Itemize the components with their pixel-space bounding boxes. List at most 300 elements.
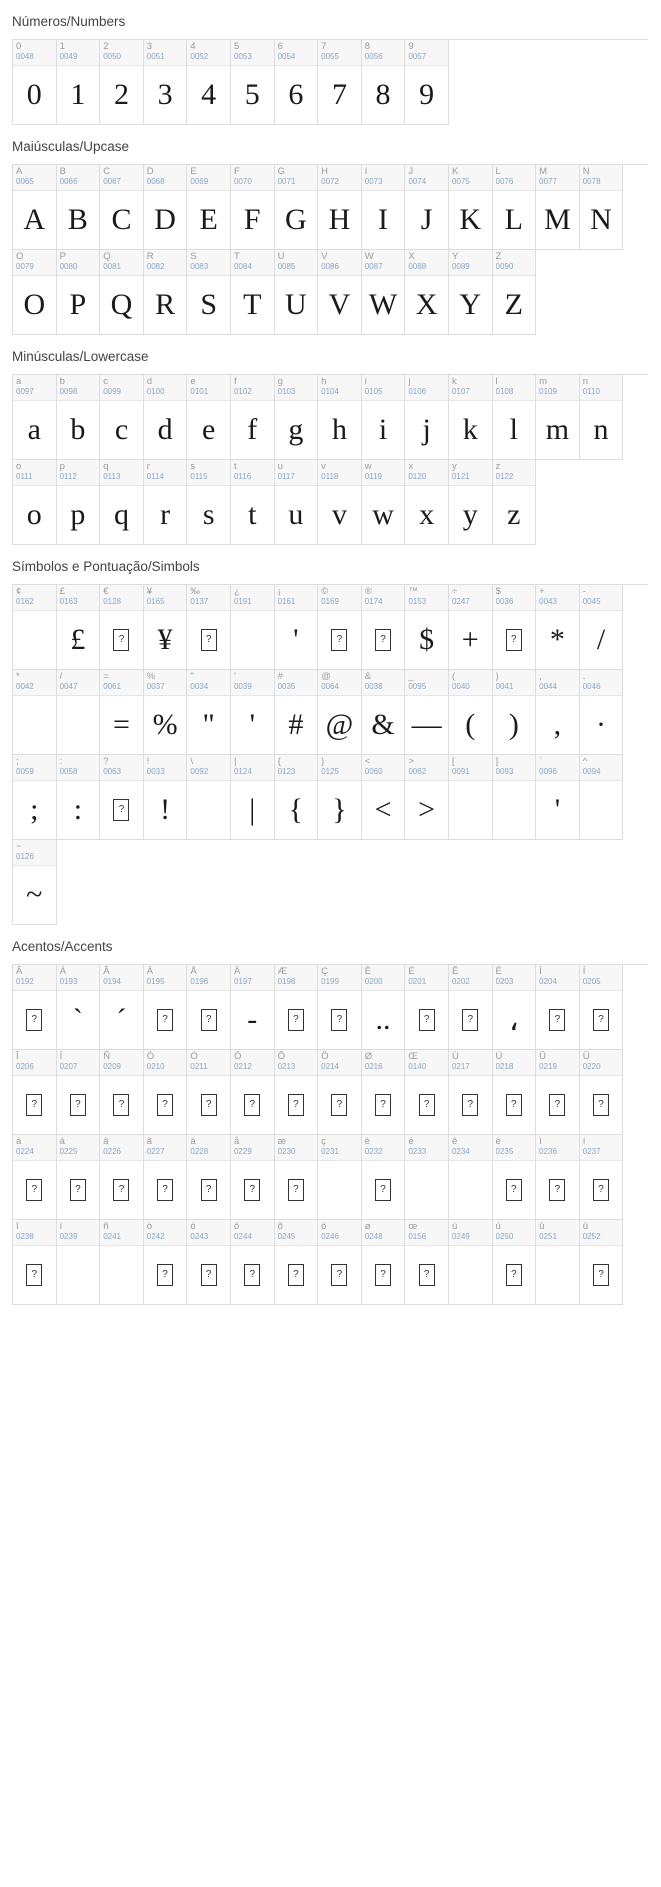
glyph-char-label: £ — [59, 586, 65, 597]
glyph-cell[interactable] — [275, 375, 319, 460]
glyph-code-label: 0238 — [16, 1232, 34, 1241]
glyph-cell[interactable] — [362, 460, 406, 545]
glyph-cell[interactable] — [405, 375, 449, 460]
glyph-cell[interactable] — [100, 375, 144, 460]
glyph-cell[interactable] — [100, 460, 144, 545]
glyph-cell[interactable] — [57, 40, 101, 125]
glyph-cell[interactable] — [493, 250, 537, 335]
glyph-code-label: 0192 — [16, 977, 34, 986]
glyph-cell[interactable] — [536, 755, 580, 840]
glyph-cell-header — [405, 460, 448, 486]
glyph-cell[interactable] — [493, 585, 537, 670]
glyph-cell-header — [493, 585, 536, 611]
glyph-cell[interactable] — [231, 670, 275, 755]
glyph-section — [0, 545, 661, 925]
glyph-cell[interactable] — [231, 1135, 275, 1220]
glyph-preview: ( — [465, 708, 476, 741]
glyph-cell-header — [275, 585, 318, 611]
glyph-cell[interactable] — [362, 165, 406, 250]
glyph-cell[interactable] — [100, 1135, 144, 1220]
notdef-box-icon: ? — [375, 1264, 391, 1286]
glyph-cell[interactable] — [144, 460, 188, 545]
glyph-cell[interactable] — [405, 1050, 449, 1135]
glyph-code-label: 0200 — [364, 977, 383, 986]
glyph-code-label: 0104 — [321, 387, 339, 396]
glyph-char-label: Ó — [190, 1051, 198, 1062]
notdef-box-icon: ? — [419, 1264, 435, 1286]
glyph-cell[interactable] — [57, 165, 101, 250]
glyph-cell[interactable] — [231, 40, 275, 125]
glyph-cell[interactable] — [318, 40, 362, 125]
glyph-char-label: G — [277, 166, 285, 177]
glyph-cell[interactable] — [231, 965, 275, 1050]
glyph-cell[interactable] — [580, 1050, 624, 1135]
glyph-cell[interactable] — [13, 755, 57, 840]
notdef-box-icon: ? — [157, 1009, 173, 1031]
glyph-cell[interactable] — [536, 1220, 580, 1305]
glyph-cell[interactable] — [362, 755, 406, 840]
glyph-char-label: _ — [408, 671, 414, 682]
glyph-code-label: 0064 — [321, 682, 339, 691]
glyph-cell[interactable] — [57, 670, 101, 755]
glyph-code-label: 0034 — [190, 682, 209, 691]
notdef-box-icon: ? — [244, 1264, 260, 1286]
glyph-cell[interactable] — [187, 375, 231, 460]
notdef-box-icon: ? — [113, 799, 129, 821]
glyph-cell[interactable] — [13, 670, 57, 755]
glyph-preview: : — [73, 793, 83, 826]
glyph-cell[interactable] — [405, 965, 449, 1050]
glyph-cell-header — [100, 165, 143, 191]
glyph-cell[interactable] — [144, 965, 188, 1050]
glyph-code-label: 0235 — [495, 1147, 514, 1156]
glyph-char-label: Ô — [233, 1051, 242, 1062]
notdef-box-icon: ? — [506, 1264, 522, 1286]
glyph-cell[interactable] — [449, 585, 493, 670]
glyph-cell[interactable] — [318, 670, 362, 755]
glyph-preview: I — [378, 203, 389, 236]
glyph-cell[interactable] — [318, 755, 362, 840]
glyph-cell[interactable] — [100, 250, 144, 335]
glyph-cell[interactable] — [100, 1220, 144, 1305]
glyph-code-label: 0042 — [16, 682, 34, 691]
glyph-cell[interactable] — [144, 165, 188, 250]
glyph-cell[interactable] — [405, 250, 449, 335]
glyph-code-label: 0115 — [190, 472, 208, 481]
glyph-code-label: 0206 — [16, 1062, 34, 1071]
glyph-preview: = — [113, 708, 130, 741]
glyph-code-label: 0084 — [233, 262, 252, 271]
glyph-preview — [449, 781, 492, 839]
glyph-cell[interactable] — [275, 965, 319, 1050]
glyph-cell[interactable] — [13, 165, 57, 250]
glyph-cell-header — [144, 375, 187, 401]
glyph-code-label: 0082 — [146, 262, 165, 271]
glyph-preview — [362, 1076, 405, 1134]
glyph-preview — [536, 991, 579, 1049]
notdef-box-icon: ? — [113, 1094, 129, 1116]
glyph-cell[interactable] — [318, 965, 362, 1050]
glyph-cell[interactable] — [13, 840, 57, 925]
glyph-cell[interactable] — [318, 165, 362, 250]
glyph-cell[interactable] — [144, 585, 188, 670]
glyph-cell[interactable] — [275, 1050, 319, 1135]
glyph-cell-header — [100, 670, 143, 696]
glyph-preview — [318, 611, 361, 669]
glyph-char-label: D — [146, 166, 154, 177]
glyph-cell[interactable] — [405, 165, 449, 250]
glyph-cell[interactable] — [318, 460, 362, 545]
glyph-section — [0, 925, 661, 1305]
glyph-cell[interactable] — [57, 1135, 101, 1220]
glyph-cell[interactable] — [57, 755, 101, 840]
glyph-char-label: 8 — [364, 41, 371, 52]
glyph-code-label: 0106 — [408, 387, 427, 396]
glyph-cell-header — [100, 250, 143, 276]
glyph-preview: - — [247, 1003, 258, 1036]
glyph-cell[interactable] — [318, 585, 362, 670]
glyph-cell[interactable] — [13, 965, 57, 1050]
glyph-char-label: n — [582, 376, 589, 387]
glyph-cell-header — [449, 1050, 492, 1076]
glyph-cell[interactable] — [580, 1135, 624, 1220]
glyph-cell[interactable] — [13, 1220, 57, 1305]
glyph-cell[interactable] — [362, 250, 406, 335]
glyph-char-label: ¡ — [277, 586, 281, 597]
glyph-code-label: 0050 — [103, 52, 121, 61]
glyph-cell[interactable] — [57, 460, 101, 545]
glyph-char-label: É — [408, 966, 415, 977]
glyph-cell[interactable] — [231, 585, 275, 670]
glyph-cell[interactable] — [144, 755, 188, 840]
glyph-cell[interactable] — [493, 375, 537, 460]
glyph-cell[interactable] — [144, 670, 188, 755]
glyph-cell[interactable] — [100, 165, 144, 250]
glyph-cell-header — [536, 755, 579, 781]
glyph-code-label: 0118 — [321, 472, 339, 481]
glyph-cell[interactable] — [493, 1050, 537, 1135]
glyph-cell[interactable] — [100, 40, 144, 125]
glyph-code-label: 0111 — [16, 472, 33, 481]
glyph-cell[interactable] — [187, 460, 231, 545]
glyph-cell[interactable] — [536, 670, 580, 755]
glyph-char-label: ø — [364, 1221, 371, 1232]
glyph-cell[interactable] — [493, 1220, 537, 1305]
glyph-cell[interactable] — [536, 375, 580, 460]
glyph-cell[interactable] — [13, 1135, 57, 1220]
glyph-preview: , — [553, 708, 562, 741]
glyph-cell[interactable] — [449, 375, 493, 460]
glyph-cell[interactable] — [231, 460, 275, 545]
glyph-cell[interactable] — [187, 1135, 231, 1220]
glyph-cell[interactable] — [362, 40, 406, 125]
glyph-cell-header — [57, 165, 100, 191]
glyph-cell[interactable] — [13, 40, 57, 125]
glyph-cell[interactable] — [275, 755, 319, 840]
glyph-cell[interactable] — [493, 755, 537, 840]
glyph-code-label: 0073 — [364, 177, 383, 186]
glyph-cell[interactable] — [449, 965, 493, 1050]
glyph-cell[interactable] — [493, 165, 537, 250]
glyph-cell[interactable] — [449, 1220, 493, 1305]
glyph-cell[interactable] — [536, 585, 580, 670]
glyph-cell[interactable] — [231, 250, 275, 335]
glyph-cell[interactable] — [362, 585, 406, 670]
glyph-char-label: = — [103, 671, 109, 682]
glyph-cell[interactable] — [449, 250, 493, 335]
glyph-cell[interactable] — [100, 755, 144, 840]
notdef-box-icon: ? — [201, 1179, 217, 1201]
glyph-cell[interactable] — [144, 250, 188, 335]
glyph-cell[interactable] — [275, 1220, 319, 1305]
glyph-cell[interactable] — [231, 1220, 275, 1305]
glyph-cell-header — [231, 670, 274, 696]
glyph-char-label: K — [451, 166, 459, 177]
glyph-cell[interactable] — [580, 965, 624, 1050]
glyph-cell-header — [362, 1220, 405, 1246]
glyph-char-label: F — [233, 166, 240, 177]
glyph-cell[interactable] — [449, 1050, 493, 1135]
glyph-code-label: 0199 — [321, 977, 339, 986]
glyph-cell[interactable] — [13, 1050, 57, 1135]
glyph-cell[interactable] — [318, 1220, 362, 1305]
glyph-char-label: I — [364, 166, 368, 177]
glyph-cell[interactable] — [187, 670, 231, 755]
glyph-grid — [12, 374, 648, 545]
glyph-char-label: â — [103, 1136, 109, 1147]
glyph-preview: a — [27, 413, 41, 446]
glyph-cell[interactable] — [57, 250, 101, 335]
notdef-box-icon: ? — [549, 1179, 565, 1201]
glyph-cell[interactable] — [187, 40, 231, 125]
glyph-char-label: 9 — [408, 41, 414, 52]
notdef-box-icon: ? — [201, 1094, 217, 1116]
glyph-cell[interactable] — [580, 375, 624, 460]
glyph-cell[interactable] — [536, 965, 580, 1050]
glyph-char-label: Ç — [321, 966, 329, 977]
glyph-code-label: 0039 — [233, 682, 252, 691]
glyph-preview: 0 — [26, 78, 42, 111]
glyph-cell[interactable] — [57, 965, 101, 1050]
glyph-preview — [231, 1161, 274, 1219]
glyph-char-label: E — [190, 166, 197, 177]
glyph-preview: 9 — [419, 78, 435, 111]
glyph-char-label: ! — [146, 756, 150, 767]
glyph-cell[interactable] — [13, 585, 57, 670]
glyph-code-label: 0038 — [364, 682, 383, 691]
glyph-cell[interactable] — [580, 670, 624, 755]
glyph-cell[interactable] — [580, 755, 624, 840]
glyph-cell[interactable] — [536, 165, 580, 250]
glyph-cell[interactable] — [362, 965, 406, 1050]
glyph-preview — [275, 991, 318, 1049]
glyph-code-label: 0198 — [277, 977, 296, 986]
glyph-cell[interactable] — [318, 1050, 362, 1135]
glyph-code-label: 0107 — [451, 387, 470, 396]
glyph-cell[interactable] — [362, 375, 406, 460]
glyph-cell[interactable] — [580, 165, 624, 250]
glyph-cell[interactable] — [405, 460, 449, 545]
glyph-preview — [57, 1076, 100, 1134]
glyph-cell-header — [362, 460, 405, 486]
glyph-cell[interactable] — [275, 460, 319, 545]
glyph-cell[interactable] — [362, 1220, 406, 1305]
glyph-code-label: 0237 — [582, 1147, 601, 1156]
glyph-code-label: 0230 — [277, 1147, 296, 1156]
glyph-cell[interactable] — [57, 1220, 101, 1305]
glyph-cell[interactable] — [100, 965, 144, 1050]
glyph-cell[interactable] — [405, 1220, 449, 1305]
glyph-cell[interactable] — [275, 40, 319, 125]
glyph-code-label: 0116 — [233, 472, 252, 481]
glyph-code-label: 0057 — [408, 52, 427, 61]
glyph-cell[interactable] — [449, 755, 493, 840]
glyph-cell[interactable] — [405, 1135, 449, 1220]
glyph-cell[interactable] — [493, 965, 537, 1050]
glyph-section — [0, 335, 661, 545]
glyph-char-label: N — [582, 166, 590, 177]
glyph-cell[interactable] — [144, 1135, 188, 1220]
glyph-cell[interactable] — [405, 40, 449, 125]
glyph-cell[interactable] — [362, 670, 406, 755]
glyph-cell[interactable] — [187, 585, 231, 670]
glyph-cell[interactable] — [449, 165, 493, 250]
glyph-cell-header — [275, 1050, 318, 1076]
glyph-cell[interactable] — [493, 670, 537, 755]
glyph-cell[interactable] — [275, 585, 319, 670]
glyph-preview — [231, 1076, 274, 1134]
glyph-cell[interactable] — [187, 165, 231, 250]
glyph-preview — [275, 1246, 318, 1304]
glyph-cell[interactable] — [275, 1135, 319, 1220]
glyph-cell[interactable] — [318, 375, 362, 460]
glyph-cell[interactable] — [100, 670, 144, 755]
glyph-cell[interactable] — [580, 585, 624, 670]
glyph-cell[interactable] — [187, 1050, 231, 1135]
glyph-cell[interactable] — [231, 165, 275, 250]
glyph-char-label: ' — [233, 671, 236, 682]
notdef-box-icon: ? — [244, 1094, 260, 1116]
glyph-cell[interactable] — [318, 250, 362, 335]
glyph-preview: 1 — [70, 78, 86, 111]
glyph-char-label: 4 — [190, 41, 196, 52]
glyph-code-label: 0045 — [582, 597, 601, 606]
glyph-char-label: Ã — [103, 966, 110, 977]
glyph-preview: m — [545, 413, 570, 446]
glyph-char-label: e — [190, 376, 196, 387]
glyph-cell[interactable] — [449, 460, 493, 545]
glyph-preview — [144, 1161, 187, 1219]
glyph-code-label: 0117 — [277, 472, 295, 481]
glyph-code-label: 0109 — [539, 387, 557, 396]
glyph-char-label: Ù — [451, 1051, 459, 1062]
glyph-cell[interactable] — [144, 40, 188, 125]
glyph-cell[interactable] — [13, 460, 57, 545]
glyph-cell-header — [362, 250, 405, 276]
glyph-cell[interactable] — [57, 1050, 101, 1135]
glyph-cell[interactable] — [405, 670, 449, 755]
glyph-cell[interactable] — [144, 1220, 188, 1305]
glyph-cell-header — [144, 1220, 187, 1246]
glyph-char-label: l — [495, 376, 498, 387]
glyph-cell[interactable] — [100, 585, 144, 670]
glyph-preview — [231, 611, 274, 669]
glyph-cell-header — [100, 1050, 143, 1076]
glyph-cell[interactable] — [144, 1050, 188, 1135]
glyph-cell[interactable] — [13, 375, 57, 460]
glyph-cell[interactable] — [187, 1220, 231, 1305]
glyph-code-label: 0236 — [539, 1147, 557, 1156]
glyph-cell[interactable] — [536, 1135, 580, 1220]
glyph-cell-header — [13, 1050, 56, 1076]
glyph-cell[interactable] — [231, 1050, 275, 1135]
glyph-cell[interactable] — [493, 1135, 537, 1220]
glyph-cell[interactable] — [187, 965, 231, 1050]
glyph-cell[interactable] — [231, 375, 275, 460]
glyph-preview: ` — [72, 1003, 83, 1036]
glyph-cell-header — [405, 165, 448, 191]
glyph-cell[interactable] — [187, 755, 231, 840]
glyph-cell[interactable] — [405, 755, 449, 840]
glyph-char-label: ¿ — [233, 586, 240, 597]
glyph-code-label: 0067 — [103, 177, 121, 186]
glyph-cell[interactable] — [362, 1135, 406, 1220]
glyph-preview: U — [285, 288, 307, 321]
glyph-code-label: 0169 — [321, 597, 339, 606]
glyph-code-label: 0224 — [16, 1147, 34, 1156]
glyph-cell[interactable] — [449, 670, 493, 755]
glyph-cell-header — [449, 1135, 492, 1161]
glyph-cell[interactable] — [187, 250, 231, 335]
glyph-cell[interactable] — [57, 375, 101, 460]
glyph-cell-header — [13, 840, 56, 866]
glyph-code-label: 0249 — [451, 1232, 470, 1241]
glyph-code-label: 0250 — [495, 1232, 514, 1241]
glyph-cell-header — [405, 40, 448, 66]
glyph-cell[interactable] — [231, 755, 275, 840]
glyph-preview — [493, 781, 536, 839]
glyph-cell[interactable] — [144, 375, 188, 460]
glyph-cell[interactable] — [275, 670, 319, 755]
glyph-cell[interactable] — [100, 1050, 144, 1135]
glyph-code-label: 0090 — [495, 262, 514, 271]
glyph-preview: ¥ — [157, 623, 173, 656]
glyph-preview: ) — [508, 708, 519, 741]
glyph-cell[interactable] — [362, 1050, 406, 1135]
notdef-box-icon: ? — [462, 1094, 478, 1116]
glyph-cell-header — [187, 460, 230, 486]
glyph-cell[interactable] — [275, 250, 319, 335]
glyph-cell[interactable] — [580, 1220, 624, 1305]
glyph-char-label: u — [277, 461, 283, 472]
glyph-code-label: 0049 — [59, 52, 78, 61]
glyph-code-label: 0092 — [190, 767, 209, 776]
glyph-cell-header — [13, 40, 56, 66]
glyph-cell[interactable] — [493, 460, 537, 545]
glyph-code-label: 0108 — [495, 387, 514, 396]
glyph-preview — [144, 1246, 187, 1304]
glyph-cell[interactable] — [536, 1050, 580, 1135]
glyph-cell-header — [493, 165, 536, 191]
glyph-cell[interactable] — [57, 585, 101, 670]
glyph-char-label: Œ — [408, 1051, 418, 1062]
glyph-cell[interactable] — [405, 585, 449, 670]
glyph-cell[interactable] — [13, 250, 57, 335]
glyph-cell[interactable] — [275, 165, 319, 250]
glyph-cell[interactable] — [318, 1135, 362, 1220]
glyph-cell[interactable] — [449, 1135, 493, 1220]
glyph-preview: t — [248, 498, 257, 531]
